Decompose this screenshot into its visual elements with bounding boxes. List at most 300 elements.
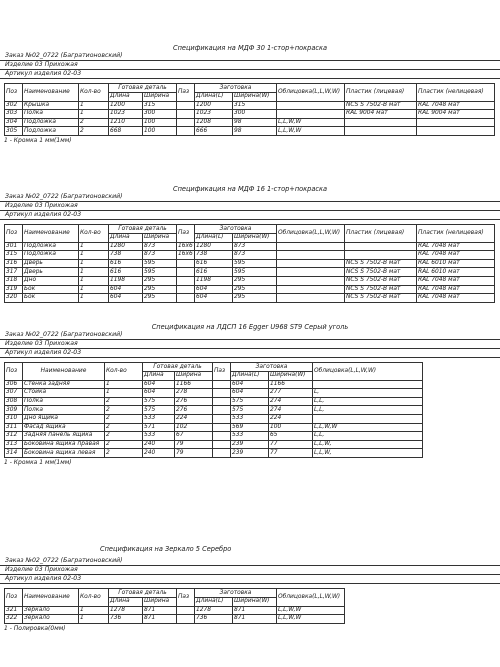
col-finished: Готовая деталь xyxy=(109,589,177,598)
cell-width: 278 xyxy=(175,389,213,398)
cell-paz xyxy=(213,414,231,423)
section-note: 1 - Кромка 1 мм(1мм) xyxy=(4,136,72,144)
table-row xyxy=(5,242,495,251)
table-row xyxy=(5,118,495,127)
cell-length: 533 xyxy=(143,414,175,423)
cell-blank-length: 616 xyxy=(195,268,233,277)
cell-back: RAL 7048 мат xyxy=(417,242,495,251)
cell-paz xyxy=(177,268,195,277)
order-line: Заказ №02_0722 (Багратионовский) xyxy=(0,557,500,566)
col-blank: Заготовка xyxy=(195,84,277,93)
col-name: Наименование xyxy=(23,225,79,243)
cell-qty: 2 xyxy=(105,449,143,458)
col-paz: Паз xyxy=(177,589,195,607)
spec-table xyxy=(4,83,495,136)
cell-width: 595 xyxy=(143,268,177,277)
col-length: Длина xyxy=(109,93,143,102)
cell-width: 873 xyxy=(143,251,177,260)
col-qty: Кол-во xyxy=(79,84,109,102)
col-blank: Заготовка xyxy=(231,363,313,372)
col-edge: Облицовка(L,L,W,W) xyxy=(277,84,345,102)
cell-edge: L,L,W,W xyxy=(313,423,423,432)
cell-edge xyxy=(277,294,345,303)
cell-width: 295 xyxy=(143,276,177,285)
cell-name: Полка xyxy=(23,397,105,406)
cell-width: 315 xyxy=(143,101,177,110)
cell-length: 240 xyxy=(143,449,175,458)
table-row xyxy=(5,101,495,110)
cell-blank-length: 1280 xyxy=(195,242,233,251)
order-line: Заказ №02_0722 (Багратионовский) xyxy=(0,193,500,202)
cell-paz xyxy=(177,110,195,119)
cell-face xyxy=(345,118,417,127)
cell-width: 276 xyxy=(175,397,213,406)
cell-blank-length: 1278 xyxy=(195,606,233,615)
col-name: Наименование xyxy=(23,589,79,607)
cell-width: 873 xyxy=(143,242,177,251)
cell-blank-length: 666 xyxy=(195,127,233,136)
table-row xyxy=(5,423,423,432)
cell-blank-width: 295 xyxy=(233,294,277,303)
cell-edge: L,L,W,W xyxy=(277,606,345,615)
cell-name: Подложка xyxy=(23,118,79,127)
table-row xyxy=(5,606,345,615)
cell-paz xyxy=(177,615,195,624)
section-note: 1 - Полировка(0мм) xyxy=(4,624,66,632)
col-face: Пластик (лицевая) xyxy=(345,225,417,243)
table-row xyxy=(5,406,423,415)
cell-edge xyxy=(277,276,345,285)
cell-paz xyxy=(177,294,195,303)
cell-back: RAL 9004 мат xyxy=(417,110,495,119)
cell-pos: 305 xyxy=(5,127,23,136)
col-paz: Паз xyxy=(177,225,195,243)
cell-pos: 302 xyxy=(5,101,23,110)
section-title: Спецификация на МДФ 16 1-стор+покраска xyxy=(172,185,328,193)
cell-name: Дно ящика xyxy=(23,414,105,423)
col-pos: Поз xyxy=(5,589,23,607)
cell-name: Боковина ящика правая xyxy=(23,440,105,449)
cell-width: 871 xyxy=(143,606,177,615)
cell-width: 224 xyxy=(175,414,213,423)
table-row xyxy=(5,251,495,260)
cell-face xyxy=(345,242,417,251)
cell-qty: 1 xyxy=(105,389,143,398)
cell-blank-width: 871 xyxy=(233,615,277,624)
cell-face: RAL 9004 мат xyxy=(345,110,417,119)
col-width: Ширина xyxy=(143,93,177,102)
article-line: Артикул изделия 02-03 xyxy=(0,70,500,79)
table-row xyxy=(5,294,495,303)
cell-blank-width: 77 xyxy=(269,440,313,449)
table-row xyxy=(5,127,495,136)
cell-width: 276 xyxy=(175,406,213,415)
cell-length: 738 xyxy=(109,251,143,260)
table-row xyxy=(5,285,495,294)
cell-blank-length: 736 xyxy=(195,615,233,624)
cell-edge: L,L,W,W xyxy=(277,615,345,624)
cell-width: 295 xyxy=(143,285,177,294)
cell-edge xyxy=(277,110,345,119)
cell-qty: 1 xyxy=(79,101,109,110)
spec-section-mdf30 xyxy=(0,44,500,145)
cell-back: RAL 6010 мат xyxy=(417,259,495,268)
cell-name: Бок xyxy=(23,294,79,303)
cell-qty: 2 xyxy=(105,414,143,423)
spec-section-mdf16 xyxy=(0,185,500,303)
article-line: Артикул изделия 02-03 xyxy=(0,349,500,358)
cell-qty: 1 xyxy=(79,294,109,303)
table-row xyxy=(5,449,423,458)
cell-length: 575 xyxy=(143,397,175,406)
cell-blank-length: 239 xyxy=(231,449,269,458)
cell-qty: 1 xyxy=(79,606,109,615)
cell-blank-length: 575 xyxy=(231,397,269,406)
cell-length: 604 xyxy=(143,380,175,389)
col-back: Пластик (нелицевая) xyxy=(417,84,495,102)
col-length: Длина xyxy=(109,598,143,607)
col-width: Ширина xyxy=(143,598,177,607)
spec-table xyxy=(4,588,345,624)
section-note: 1 - Кромка 1 мм(1мм) xyxy=(4,458,72,466)
cell-qty: 2 xyxy=(105,432,143,441)
cell-length: 668 xyxy=(109,127,143,136)
cell-blank-length: 533 xyxy=(231,432,269,441)
cell-blank-width: 315 xyxy=(233,101,277,110)
cell-blank-width: 300 xyxy=(233,110,277,119)
cell-pos: 304 xyxy=(5,118,23,127)
col-pos: Поз xyxy=(5,225,23,243)
col-name: Наименование xyxy=(23,84,79,102)
cell-qty: 2 xyxy=(79,127,109,136)
cell-paz xyxy=(213,389,231,398)
cell-name: Зеркало xyxy=(23,615,79,624)
cell-qty: 1 xyxy=(79,110,109,119)
cell-paz xyxy=(213,432,231,441)
col-finished: Готовая деталь xyxy=(109,84,177,93)
cell-blank-width: 224 xyxy=(269,414,313,423)
cell-back xyxy=(417,118,495,127)
col-paz: Паз xyxy=(177,84,195,102)
cell-width: 100 xyxy=(143,127,177,136)
cell-blank-width: 871 xyxy=(233,606,277,615)
cell-qty: 2 xyxy=(105,406,143,415)
cell-paz xyxy=(213,406,231,415)
col-blank-length: Длина(L) xyxy=(195,93,233,102)
table-row xyxy=(5,268,495,277)
cell-edge xyxy=(313,414,423,423)
cell-blank-width: 100 xyxy=(269,423,313,432)
cell-length: 1280 xyxy=(109,242,143,251)
cell-length: 616 xyxy=(109,268,143,277)
col-edge: Облицовка(L,L,W,W) xyxy=(277,225,345,243)
col-back: Пластик (нелицевая) xyxy=(417,225,495,243)
cell-back: RAL 7048 мат xyxy=(417,251,495,260)
cell-edge: L, xyxy=(313,389,423,398)
cell-length: 1200 xyxy=(109,101,143,110)
cell-paz: 16х6 xyxy=(178,242,193,249)
cell-blank-width: 295 xyxy=(233,276,277,285)
section-title: Спецификация на МДФ 30 1-стор+покраска xyxy=(172,44,328,52)
cell-length: 1278 xyxy=(109,606,143,615)
cell-paz: 16х6 xyxy=(178,251,193,258)
table-row xyxy=(5,397,423,406)
cell-blank-length: 1208 xyxy=(195,118,233,127)
table-row xyxy=(5,432,423,441)
cell-qty: 1 xyxy=(79,276,109,285)
cell-pos: 301 xyxy=(5,242,23,251)
cell-face: NCS S 7502-B мат xyxy=(345,276,417,285)
cell-blank-length: 1023 xyxy=(195,110,233,119)
col-length: Длина xyxy=(143,372,175,381)
cell-name: Дно xyxy=(23,276,79,285)
cell-name: Крышка xyxy=(23,101,79,110)
col-blank-length: Длина(L) xyxy=(195,234,233,243)
cell-name: Боковина ящика левая xyxy=(23,449,105,458)
cell-edge: L,L, xyxy=(313,432,423,441)
cell-pos: 306 xyxy=(5,380,23,389)
cell-blank-width: 595 xyxy=(233,268,277,277)
col-paz: Паз xyxy=(213,363,231,381)
col-blank-width: Ширина(W) xyxy=(269,372,313,381)
col-pos: Поз xyxy=(5,363,23,381)
cell-edge xyxy=(277,268,345,277)
cell-qty: 1 xyxy=(79,259,109,268)
cell-length: 575 xyxy=(143,406,175,415)
cell-back xyxy=(417,127,495,136)
cell-qty: 2 xyxy=(105,423,143,432)
cell-name: Бок xyxy=(23,285,79,294)
cell-qty: 1 xyxy=(105,380,143,389)
col-qty: Кол-во xyxy=(79,589,109,607)
cell-back: RAL 7048 мат xyxy=(417,294,495,303)
cell-length: 616 xyxy=(109,259,143,268)
cell-face: NCS S 7502-B мат xyxy=(345,259,417,268)
col-edge: Облицовка(L,L,W,W) xyxy=(277,589,345,607)
cell-name: Стойка xyxy=(23,389,105,398)
cell-edge: L,L,W,W xyxy=(277,118,345,127)
cell-blank-length: 738 xyxy=(195,251,233,260)
col-qty: Кол-во xyxy=(105,363,143,381)
cell-width: 102 xyxy=(175,423,213,432)
cell-paz xyxy=(213,397,231,406)
cell-qty: 1 xyxy=(79,242,109,251)
cell-width: 1166 xyxy=(175,380,213,389)
col-edge: Облицовка(L,L,W,W) xyxy=(313,363,423,381)
table-row xyxy=(5,276,495,285)
cell-pos: 308 xyxy=(5,397,23,406)
cell-blank-length: 616 xyxy=(195,259,233,268)
spec-section-ldsp16 xyxy=(0,323,500,467)
cell-name: Подложка xyxy=(23,127,79,136)
spec-table xyxy=(4,224,495,303)
cell-qty: 2 xyxy=(79,118,109,127)
cell-blank-length: 533 xyxy=(231,414,269,423)
item-line: Изделие 03 Прихожая xyxy=(0,202,500,211)
cell-pos: 315 xyxy=(5,251,23,260)
table-row xyxy=(5,389,423,398)
cell-blank-length: 604 xyxy=(231,389,269,398)
cell-pos: 321 xyxy=(5,606,23,615)
col-length: Длина xyxy=(109,234,143,243)
cell-name: Задняя панель ящика xyxy=(23,432,105,441)
cell-back: RAL 7048 мат xyxy=(417,285,495,294)
cell-blank-width: 98 xyxy=(233,118,277,127)
article-line: Артикул изделия 02-03 xyxy=(0,575,500,584)
cell-width: 79 xyxy=(175,449,213,458)
cell-blank-length: 1200 xyxy=(195,101,233,110)
cell-pos: 322 xyxy=(5,615,23,624)
col-face: Пластик (лицевая) xyxy=(345,84,417,102)
cell-face xyxy=(345,127,417,136)
cell-edge xyxy=(313,380,423,389)
cell-paz xyxy=(177,259,195,268)
item-line: Изделие 03 Прихожая xyxy=(0,566,500,575)
table-row xyxy=(5,414,423,423)
table-row xyxy=(5,380,423,389)
section-title: Спецификация на Зеркало 5 Серебро xyxy=(100,545,232,553)
col-blank-width: Ширина(W) xyxy=(233,93,277,102)
item-line: Изделие 03 Прихожая xyxy=(0,61,500,70)
cell-name: Фасад ящика xyxy=(23,423,105,432)
cell-name: Полка xyxy=(23,406,105,415)
cell-pos: 319 xyxy=(5,285,23,294)
cell-name: Подложка xyxy=(23,242,79,251)
cell-name: Дверь xyxy=(23,268,79,277)
table-row xyxy=(5,615,345,624)
cell-qty: 2 xyxy=(105,397,143,406)
cell-name: Полка xyxy=(23,110,79,119)
section-title: Спецификация на ЛДСП 16 Egger U968 ST9 Серый уголь xyxy=(151,323,349,331)
col-finished: Готовая деталь xyxy=(109,225,177,234)
col-width: Ширина xyxy=(175,372,213,381)
cell-paz xyxy=(177,101,195,110)
cell-qty: 1 xyxy=(79,268,109,277)
col-blank-length: Длина(L) xyxy=(231,372,269,381)
item-line: Изделие 03 Прихожая xyxy=(0,340,500,349)
cell-length: 571 xyxy=(143,423,175,432)
cell-pos: 314 xyxy=(5,449,23,458)
cell-blank-length: 604 xyxy=(195,294,233,303)
cell-name: Стенка задняя xyxy=(23,380,105,389)
cell-blank-width: 595 xyxy=(233,259,277,268)
cell-edge xyxy=(277,101,345,110)
cell-edge: L,L,W,W xyxy=(277,127,345,136)
cell-face xyxy=(345,251,417,260)
cell-blank-length: 604 xyxy=(231,380,269,389)
cell-blank-width: 873 xyxy=(233,242,277,251)
cell-name: Подложка xyxy=(23,251,79,260)
cell-edge: L,L, xyxy=(313,406,423,415)
table-row xyxy=(5,440,423,449)
cell-blank-length: 239 xyxy=(231,440,269,449)
cell-qty: 1 xyxy=(79,615,109,624)
table-row xyxy=(5,259,495,268)
col-name: Наименование xyxy=(23,363,105,381)
cell-width: 79 xyxy=(175,440,213,449)
cell-face: NCS S 7502-B мат xyxy=(345,294,417,303)
cell-length: 1210 xyxy=(109,118,143,127)
cell-pos: 312 xyxy=(5,432,23,441)
cell-blank-length: 1198 xyxy=(195,276,233,285)
cell-width: 100 xyxy=(143,118,177,127)
col-width: Ширина xyxy=(143,234,177,243)
cell-width: 871 xyxy=(143,615,177,624)
col-blank-length: Длина(L) xyxy=(195,598,233,607)
cell-pos: 313 xyxy=(5,440,23,449)
cell-qty: 1 xyxy=(79,251,109,260)
cell-paz xyxy=(177,127,195,136)
cell-blank-width: 277 xyxy=(269,389,313,398)
cell-blank-width: 295 xyxy=(233,285,277,294)
cell-paz xyxy=(213,449,231,458)
table-row xyxy=(5,110,495,119)
cell-blank-length: 575 xyxy=(231,406,269,415)
cell-blank-length: 569 xyxy=(231,423,269,432)
cell-pos: 307 xyxy=(5,389,23,398)
cell-paz xyxy=(177,606,195,615)
cell-blank-width: 1166 xyxy=(269,380,313,389)
cell-pos: 309 xyxy=(5,406,23,415)
cell-blank-length: 604 xyxy=(195,285,233,294)
cell-width: 595 xyxy=(143,259,177,268)
cell-width: 67 xyxy=(175,432,213,441)
cell-pos: 318 xyxy=(5,276,23,285)
cell-length: 604 xyxy=(109,285,143,294)
cell-pos: 303 xyxy=(5,110,23,119)
order-line: Заказ №02_0722 (Багратионовский) xyxy=(0,331,500,340)
cell-width: 300 xyxy=(143,110,177,119)
cell-qty: 1 xyxy=(79,285,109,294)
cell-blank-width: 873 xyxy=(233,251,277,260)
cell-paz xyxy=(213,380,231,389)
cell-length: 736 xyxy=(109,615,143,624)
cell-pos: 320 xyxy=(5,294,23,303)
spec-table xyxy=(4,362,423,458)
cell-face: NCS S 7502-B мат xyxy=(345,268,417,277)
cell-edge: L,L, xyxy=(313,397,423,406)
cell-name: Зеркало xyxy=(23,606,79,615)
cell-length: 240 xyxy=(143,440,175,449)
cell-paz xyxy=(177,276,195,285)
cell-edge xyxy=(277,251,345,260)
order-line: Заказ №02_0722 (Багратионовский) xyxy=(0,52,500,61)
cell-edge: L,L,W, xyxy=(313,440,423,449)
cell-pos: 310 xyxy=(5,414,23,423)
cell-edge xyxy=(277,259,345,268)
col-qty: Кол-во xyxy=(79,225,109,243)
cell-back: RAL 6010 мат xyxy=(417,268,495,277)
spec-section-mirror xyxy=(0,545,500,633)
cell-length: 604 xyxy=(109,294,143,303)
cell-pos: 311 xyxy=(5,423,23,432)
col-blank: Заготовка xyxy=(195,225,277,234)
cell-pos: 316 xyxy=(5,259,23,268)
cell-pos: 317 xyxy=(5,268,23,277)
col-blank-width: Ширина(W) xyxy=(233,234,277,243)
cell-qty: 2 xyxy=(105,440,143,449)
cell-length: 533 xyxy=(143,432,175,441)
cell-length: 604 xyxy=(143,389,175,398)
cell-blank-width: 274 xyxy=(269,397,313,406)
col-blank: Заготовка xyxy=(195,589,277,598)
cell-back: RAL 7048 мат xyxy=(417,276,495,285)
article-line: Артикул изделия 02-03 xyxy=(0,211,500,220)
cell-length: 1023 xyxy=(109,110,143,119)
cell-edge xyxy=(277,285,345,294)
cell-back: RAL 7048 мат xyxy=(417,101,495,110)
col-finished: Готовая деталь xyxy=(143,363,213,372)
